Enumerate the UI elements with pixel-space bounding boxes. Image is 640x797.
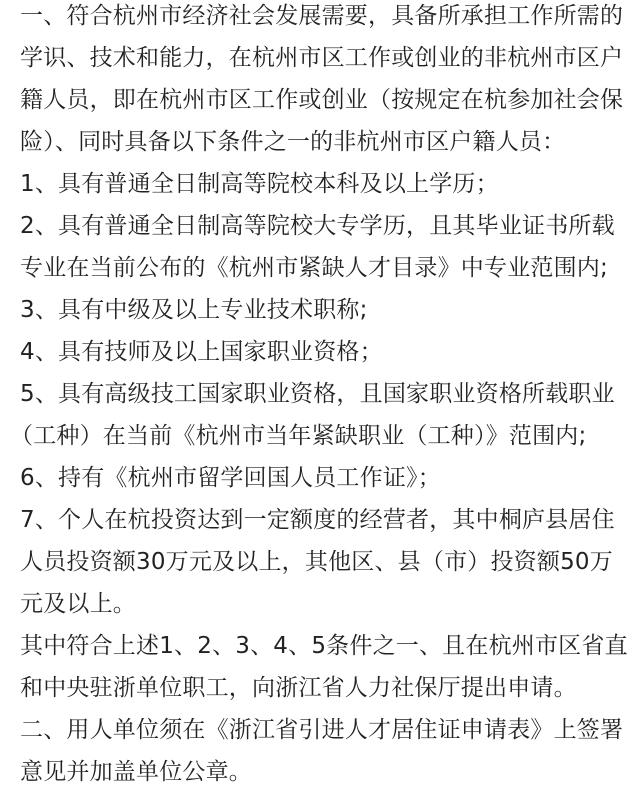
text-line: 和中央驻浙单位职工，向浙江省人力社保厅提出申请。 [20,675,577,701]
text-line: 学识、技术和能力，在杭州市区工作或创业的非杭州市区户 [20,45,624,71]
text-line: 5、具有高级技工国家职业资格，且国家职业资格所载职业 [20,381,615,407]
text-line: 6、持有《杭州市留学回国人员工作证》； [20,465,441,491]
text-line: 一、符合杭州市经济社会发展需要，具备所承担工作所需的 [20,3,624,29]
text-line: 险）、同时具备以下条件之一的非杭州市区户籍人员： [20,129,566,155]
text-line: 1、具有普通全日制高等院校本科及以上学历； [20,171,499,197]
text-line: 籍人员，即在杭州市区工作或创业（按规定在杭参加社会保 [20,87,624,113]
text-line: 意见并加盖单位公章。 [20,759,252,785]
text-line: 人员投资额30万元及以上，其他区、县（市）投资额50万 [20,549,613,575]
text-line: 4、具有技师及以上国家职业资格； [20,339,383,365]
text-line: 专业在当前公布的《杭州市紧缺人才目录》中专业范围内; [20,255,608,281]
text-line: 其中符合上述1、2、3、4、5条件之一、且在杭州市区省直 [20,633,628,659]
text-line: （工种）在当前《杭州市当年紧缺职业（工种）》范围内; [10,423,587,449]
text-line: 二、用人单位须在《浙江省引进人才居住证申请表》上签署 [20,717,624,743]
text-line: 3、具有中级及以上专业技术职称; [20,297,368,323]
text-line: 元及以上。 [20,591,136,617]
text-line: 2、具有普通全日制高等院校大专学历，且其毕业证书所载 [20,213,615,239]
text-line: 7、个人在杭投资达到一定额度的经营者，其中桐庐县居住 [20,507,615,533]
